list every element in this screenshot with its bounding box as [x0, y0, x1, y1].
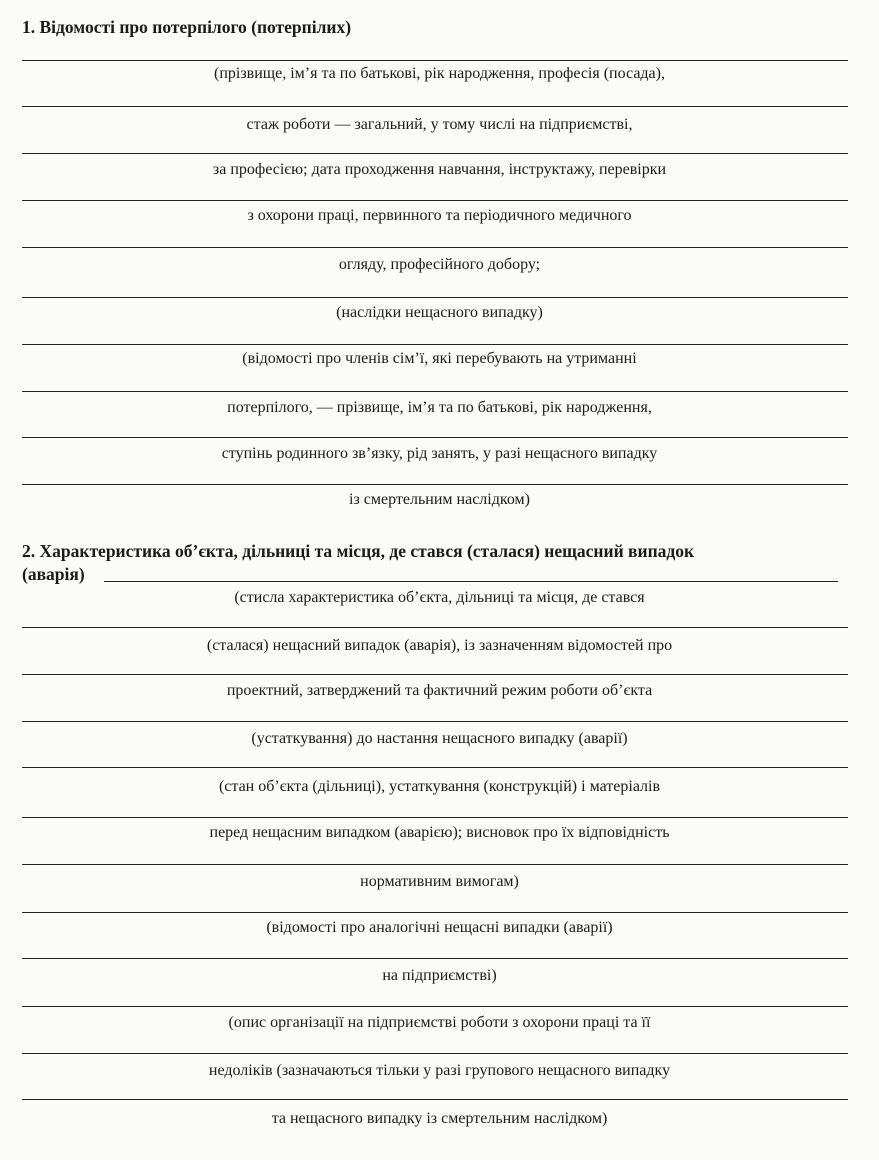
section2-fill-line[interactable]	[22, 627, 848, 628]
section2-fill-line[interactable]	[22, 674, 848, 675]
section2-fill-line[interactable]	[22, 721, 848, 722]
section1-caption: з охорони праці, первинного та періодичного медичного	[247, 207, 632, 224]
section2-fill-line[interactable]	[22, 1053, 848, 1054]
section2-fill-line[interactable]	[22, 958, 848, 959]
section2-inline-fill-line[interactable]	[104, 581, 838, 582]
section2-caption: нормативним вимогам)	[360, 873, 519, 890]
section1-caption: ступінь родинного зв’язку, рід занять, у разі нещасного випадку	[221, 445, 658, 462]
section2-caption: (устаткування) до настання нещасного випадку (аварії)	[251, 730, 628, 747]
section2-fill-line[interactable]	[22, 1099, 848, 1100]
section2-caption: (стан об’єкта (дільниці), устаткування (конструкцій) і матеріалів	[218, 778, 661, 795]
section2-caption: перед нещасним випадком (аварією); висновок про їх відповідність	[209, 824, 670, 841]
section1-title: 1. Відомості про потерпілого (потерпілих)	[22, 17, 352, 37]
section2-caption: недоліків (зазначаються тільки у разі групового нещасного випадку	[208, 1062, 671, 1079]
section2-title-cont: (аварія)	[22, 564, 85, 584]
section2-caption: (сталася) нещасний випадок (аварія), із зазначенням відомостей про	[206, 637, 673, 654]
section1-fill-line[interactable]	[22, 106, 848, 107]
section2-caption: (опис організації на підприємстві роботи з охорони праці та її	[228, 1014, 651, 1031]
section1-fill-line[interactable]	[22, 60, 848, 61]
section2-fill-line[interactable]	[22, 912, 848, 913]
section2-fill-line[interactable]	[22, 817, 848, 818]
section1-caption: огляду, професійного добору;	[338, 256, 541, 273]
section1-fill-line[interactable]	[22, 344, 848, 345]
section2-caption: на підприємстві)	[382, 967, 497, 984]
section1-fill-line[interactable]	[22, 391, 848, 392]
section1-caption: за професією; дата проходження навчання, інструктажу, перевірки	[212, 161, 667, 178]
section2-title: 2. Характеристика об’єкта, дільниці та місця, де стався (сталася) нещасний випадок	[22, 541, 695, 561]
section1-caption: стаж роботи — загальний, у тому числі на підприємстві,	[246, 116, 633, 133]
section1-caption: (відомості про членів сім’ї, які перебувають на утриманні	[242, 350, 637, 367]
section1-caption: (наслідки нещасного випадку)	[336, 304, 543, 321]
section2-caption: (відомості про аналогічні нещасні випадки (аварії)	[266, 919, 613, 936]
section2-fill-line[interactable]	[22, 1006, 848, 1007]
section2-caption: та нещасного випадку із смертельним наслідком)	[271, 1110, 608, 1127]
section1-caption: із смертельним наслідком)	[349, 491, 530, 508]
section2-fill-line[interactable]	[22, 864, 848, 865]
section2-caption: проектний, затверджений та фактичний режим роботи об’єкта	[226, 682, 653, 699]
section1-fill-line[interactable]	[22, 153, 848, 154]
section1-caption: (прізвище, ім’я та по батькові, рік народження, професія (посада),	[214, 65, 665, 82]
section1-fill-line[interactable]	[22, 200, 848, 201]
section1-fill-line[interactable]	[22, 437, 848, 438]
section2-caption: (стисла характеристика об’єкта, дільниці та місця, де стався	[234, 589, 645, 606]
section1-fill-line[interactable]	[22, 247, 848, 248]
section1-fill-line[interactable]	[22, 484, 848, 485]
section1-fill-line[interactable]	[22, 297, 848, 298]
section1-caption: потерпілого, — прізвище, ім’я та по батькові, рік народження,	[227, 399, 652, 416]
section2-fill-line[interactable]	[22, 767, 848, 768]
